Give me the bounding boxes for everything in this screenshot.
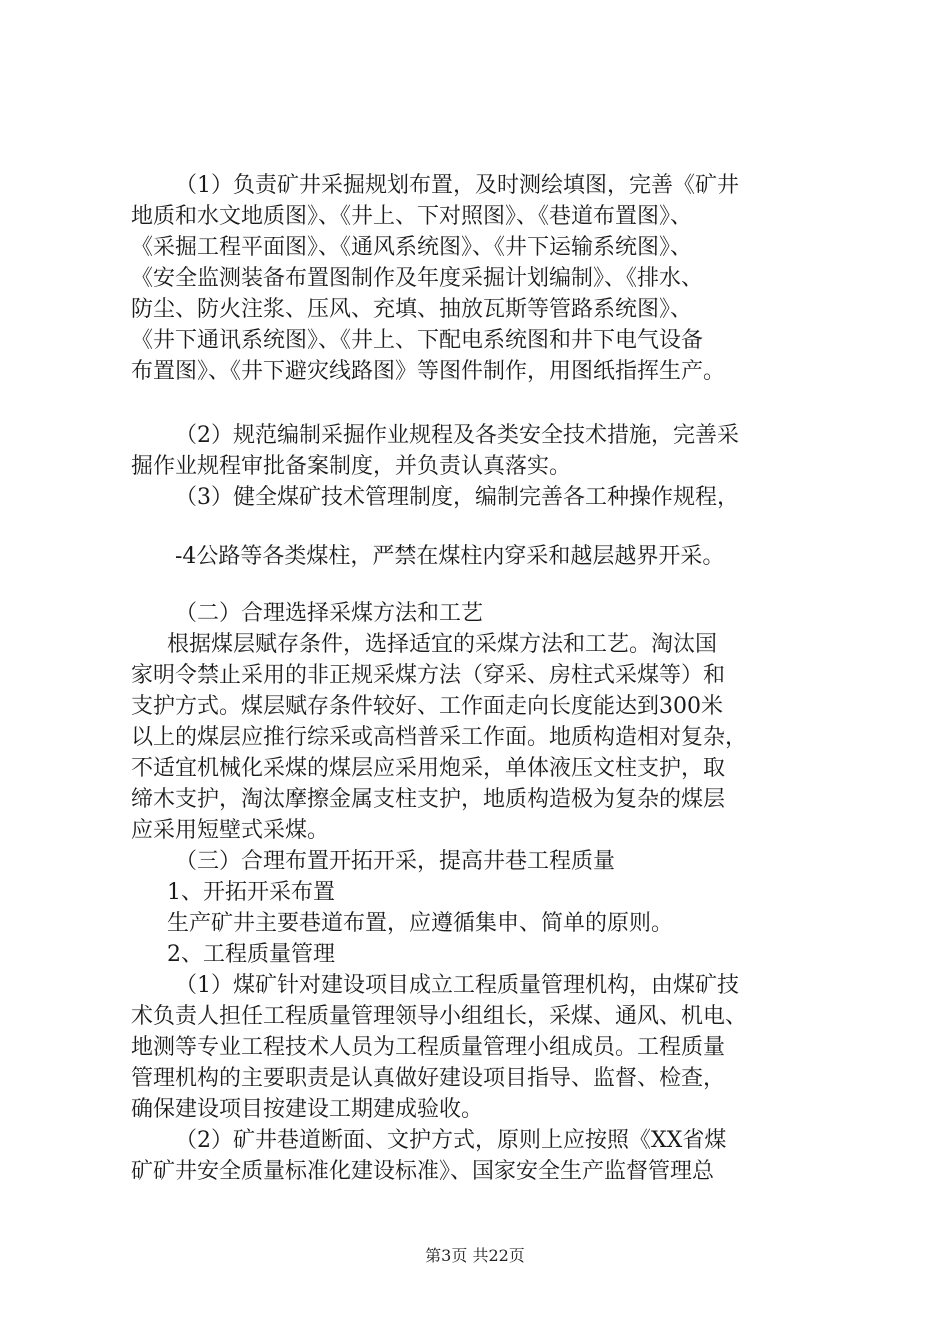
subheading: 1、开拓开采布置 bbox=[167, 880, 335, 905]
text-line: 矿矿井安全质量标准化建设标准》、国家安全生产监督管理总 bbox=[131, 1159, 715, 1184]
section-heading: （三）合理布置开拓开采，提高井巷工程质量 bbox=[175, 849, 616, 874]
text-line: -4公路等各类煤柱，严禁在煤柱内穿采和越层越界开采。 bbox=[175, 544, 725, 569]
text-line: 掘作业规程审批备案制度，并负责认真落实。 bbox=[131, 454, 572, 479]
text-line: 地测等专业工程技术人员为工程质量管理小组成员。工程质量 bbox=[131, 1035, 726, 1060]
paragraph-block-3 bbox=[131, 541, 821, 572]
paragraph-block-4 bbox=[131, 598, 821, 1187]
text-line: 术负责人担任工程质量管理领导小组组长，采煤、通风、机电、 bbox=[131, 1004, 748, 1029]
text-line: （1）煤矿针对建设项目成立工程质量管理机构，由煤矿技 bbox=[175, 973, 739, 998]
text-line: 确保建设项目按建设工期建成验收。 bbox=[131, 1097, 484, 1122]
text-line: （3）健全煤矿技术管理制度，编制完善各工种操作规程， bbox=[175, 485, 739, 510]
text-line: 根据煤层赋存条件，选择适宜的采煤方法和工艺。淘汰国 bbox=[167, 632, 718, 657]
text-line: 缔木支护，淘汰摩擦金属支柱支护，地质构造极为复杂的煤层 bbox=[131, 787, 726, 812]
subheading: 2、工程质量管理 bbox=[167, 942, 335, 967]
text-line: （1）负责矿井采掘规划布置，及时测绘填图，完善《矿井 bbox=[175, 173, 739, 198]
text-line: 生产矿井主要巷道布置，应遵循集申、简单的原则。 bbox=[167, 911, 674, 936]
text-line: 支护方式。煤层赋存条件较好、工作面走向长度能达到300米 bbox=[131, 694, 723, 719]
text-line: 应采用短壁式采煤。 bbox=[131, 818, 330, 843]
text-line: 管理机构的主要职责是认真做好建设项目指导、监督、检查， bbox=[131, 1066, 726, 1091]
text-line: 防尘、防火注浆、压风、充填、抽放瓦斯等管路系统图》、 bbox=[131, 297, 693, 322]
paragraph-block-2 bbox=[131, 420, 821, 513]
text-line: （2）矿井巷道断面、文护方式，原则上应按照《XX省煤 bbox=[175, 1128, 727, 1153]
text-line: 家明令禁止采用的非正规采煤方法（穿采、房柱式采煤等）和 bbox=[131, 663, 726, 688]
page-footer: 第3页 共22页 bbox=[425, 1246, 525, 1265]
text-line: 《安全监测装备布置图制作及年度采掘计划编制》、《排水、 bbox=[131, 266, 704, 291]
text-line: 以上的煤层应推行综采或高档普采工作面。地质构造相对复杂， bbox=[131, 725, 748, 750]
text-line: 《井下通讯系统图》、《井上、下配电系统图和井下电气设备 bbox=[131, 328, 704, 353]
text-line: （2）规范编制采掘作业规程及各类安全技术措施，完善采 bbox=[175, 423, 739, 448]
section-heading: （二）合理选择采煤方法和工艺 bbox=[175, 601, 484, 626]
text-line: 布置图》、《井下避灾线路图》等图件制作，用图纸指挥生产。 bbox=[131, 359, 726, 384]
text-line: 《采掘工程平面图》、《通风系统图》、《井下运输系统图》、 bbox=[131, 235, 693, 260]
paragraph-block-1 bbox=[131, 170, 821, 387]
text-line: 不适宜机械化采煤的煤层应采用炮采，单体液压文柱支护，取 bbox=[131, 756, 726, 781]
text-line: 地质和水文地质图》、《井上、下对照图》、《巷道布置图》、 bbox=[131, 204, 693, 229]
